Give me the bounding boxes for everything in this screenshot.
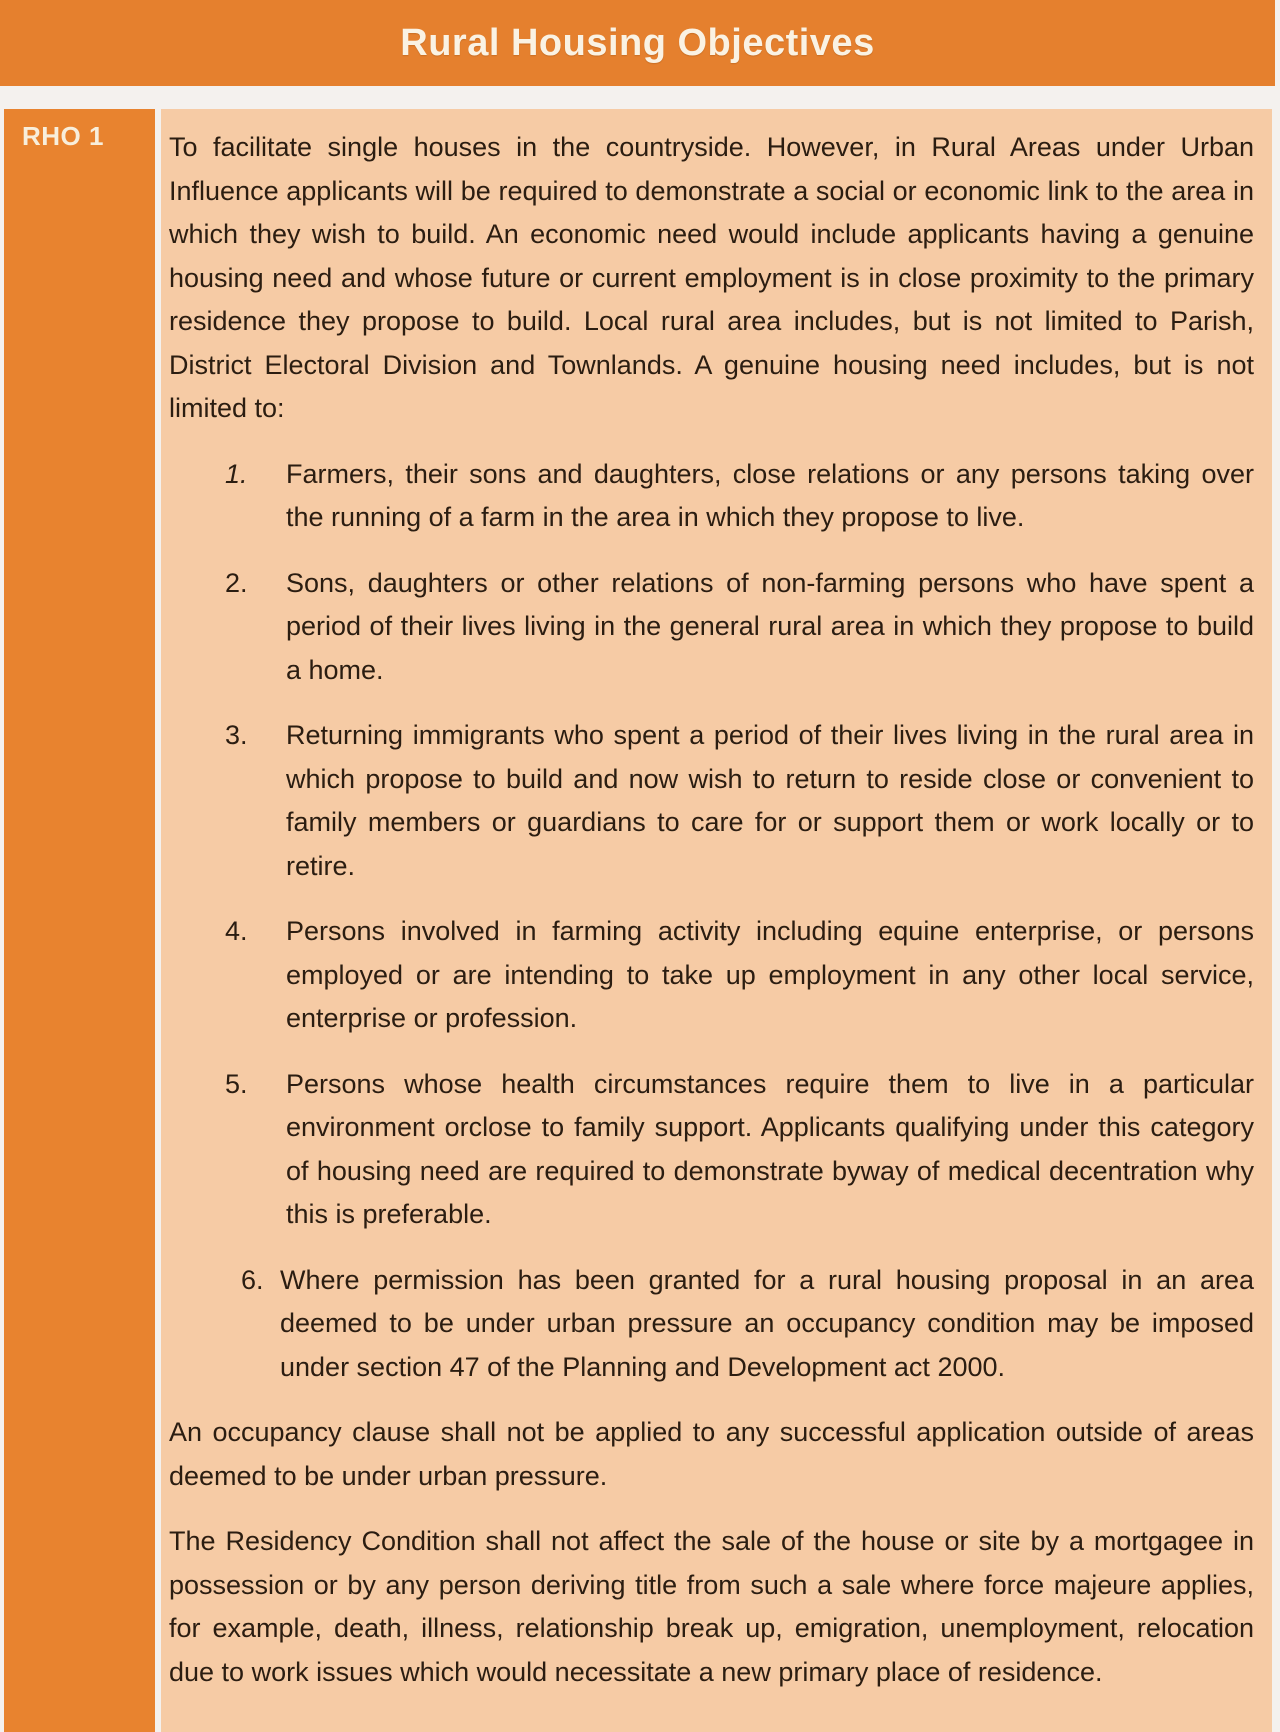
row-label: RHO 1 — [22, 121, 104, 151]
list-item — [169, 910, 1254, 1041]
intro-paragraph: To facilitate single houses in the countryside. However, in Rural Areas under Urban Influence applicants will be required to demonstrate a social or economic link to the area in which they wish to build. An economic need would include applicants having a genuine housing need and whose future or current employment is in close proximity to the primary residence they propose to build. Local rural area includes, but is not limited to Parish, District Electoral Division and Townlands. A genuine housing need includes, but is not limited to: — [169, 132, 1254, 423]
list-item-marker: 2. — [225, 567, 248, 598]
list-item-text: Sons, daughters or other relations of non-farming persons who have spent a period of their lives living in the general rural area in which they propose to build a home. — [286, 567, 1254, 685]
page-title: Rural Housing Objectives — [400, 21, 875, 64]
row-body-cell — [161, 109, 1272, 1732]
list-item-text: Farmers, their sons and daughters, close relations or any persons taking over the running of a farm in the area in which they propose to live. — [286, 458, 1254, 532]
list-item-marker: 1. — [225, 458, 248, 489]
list-item — [169, 1259, 1254, 1390]
table-header-band — [0, 0, 1275, 86]
row-label-cell — [4, 109, 155, 1732]
list-item — [169, 453, 1254, 540]
list-item-marker: 6. — [241, 1264, 264, 1295]
occupancy-clause-paragraph: An occupancy clause shall not be applied to any successful application outside of areas deemed to be under urban pressure. — [169, 1417, 1254, 1491]
list-item-marker: 3. — [225, 720, 248, 750]
criteria-list — [169, 453, 1254, 1390]
list-item-text: Persons involved in farming activity including equine enterprise, or persons employed or are intending to take up employment in any other local service, enterprise or profession. — [286, 916, 1254, 1033]
list-item — [169, 562, 1254, 693]
residency-condition-paragraph: The Residency Condition shall not affect the sale of the house or site by a mortgagee in possession or by any person deriving title from such a sale where force majeure applies, for example, death, illness, relationship break up, emigration, unemployment, relocation due to work issues which would necessitate a new primary place of residence. — [169, 1526, 1254, 1687]
list-item-text: Returning immigrants who spent a period of their lives living in the rural area in which propose to build and now wish to return to reside close or convenient to family members or guardians to care for or support them or work locally or to retire. — [286, 720, 1254, 881]
list-item-marker: 5. — [225, 1068, 248, 1099]
list-item — [169, 714, 1254, 888]
list-item-text: Persons whose health circumstances require them to live in a particular environment orclose to family support. Applicants qualifying under this category of housing need are required to demonstrate byway of medical decentration why this is preferable. — [286, 1068, 1254, 1229]
closing-paragraphs — [169, 1411, 1254, 1694]
list-item-text: Where permission has been granted for a rural housing proposal in an area deemed to be under urban pressure an occupancy condition may be imposed under section 47 of the Planning and Development act 2000. — [280, 1264, 1254, 1382]
objectives-table-row — [4, 109, 1272, 1732]
list-item-marker: 4. — [225, 916, 248, 946]
list-item — [169, 1063, 1254, 1237]
